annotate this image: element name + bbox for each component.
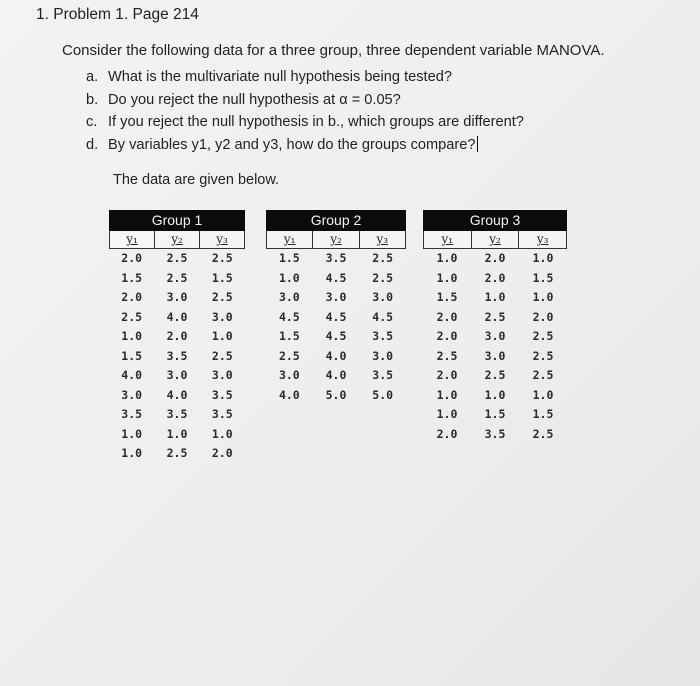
question-letter: d. [86,136,99,153]
table-cell: 2.0 [166,329,188,343]
variable-header-row [109,231,245,249]
table-cell: 2.5 [211,251,233,265]
question-c [86,111,524,134]
table-cell: 2.5 [532,368,554,382]
table-row [109,405,245,425]
table-row [109,347,245,367]
variable-label: y₂ [330,232,342,246]
table-cell: 1.0 [484,387,506,402]
table-cell: 2.0 [532,309,554,324]
table-cell: 1.0 [532,387,554,402]
table-cell: 4.0 [121,368,143,382]
question-text: If you reject the null hypothesis in b., which groups are different? [108,114,524,130]
table-cell: 1.0 [121,426,143,441]
table-cell: 5.0 [372,387,394,402]
table-row [109,327,245,347]
table-cell: 3.5 [166,348,188,363]
table-cell: 1.0 [121,329,143,343]
table-row [423,288,567,308]
table-cell: 3.0 [484,329,506,343]
table-cell: 3.5 [372,368,394,382]
table-cell: 1.0 [121,446,143,460]
table-cell: 1.5 [436,290,458,304]
table-cell: 4.0 [166,309,188,324]
table-row [109,269,245,289]
table-cell: 1.5 [532,270,554,285]
table-cell: 1.0 [436,270,458,285]
table-cell: 1.0 [484,290,506,304]
table-cell: 1.0 [278,270,300,285]
table-row [266,308,406,328]
table-cell: 3.0 [372,348,394,363]
table-cell: 1.5 [484,407,506,421]
variable-header [472,231,520,248]
variable-header [155,231,200,248]
table-cell: 4.5 [278,309,300,324]
table-cell: 4.5 [325,309,347,324]
table-cell: 1.5 [532,407,554,421]
table-cell: 3.5 [166,407,188,421]
table-cell: 2.0 [121,290,143,304]
table-cell: 2.0 [121,251,143,265]
text-cursor [477,136,478,152]
table-cell: 1.0 [211,426,233,441]
variable-label: y₂ [489,232,501,246]
table-cell: 3.0 [278,368,300,382]
table-cell: 1.5 [211,270,233,285]
table-row [423,366,567,386]
variable-label: y₁ [126,232,138,246]
table-cell: 2.5 [484,309,506,324]
group-2-table [266,210,406,405]
table-row [109,288,245,308]
table-cell: 2.0 [436,329,458,343]
table-cell: 2.5 [121,309,143,324]
variable-header [267,231,313,248]
question-letter: c. [86,114,98,130]
question-text[interactable]: By variables y1, y2 and y3, how do the groups compare? [108,136,476,153]
variable-header [424,231,472,248]
variable-header [519,231,566,248]
table-cell: 1.5 [278,251,300,265]
table-cell: 4.5 [325,270,347,285]
table-cell: 1.5 [121,348,143,363]
table-row [266,269,406,289]
table-row [266,288,406,308]
question-list [86,66,524,156]
variable-label: y₃ [376,232,389,246]
table-row [109,425,245,445]
question-letter: a. [86,69,99,85]
table-cell: 3.5 [484,426,506,441]
group-header: Group 3 [423,210,567,231]
table-cell: 2.5 [166,446,188,460]
table-cell: 2.0 [484,270,506,285]
table-row [423,269,567,289]
table-cell: 3.0 [211,309,233,324]
question-letter: b. [86,91,99,108]
table-row [266,366,406,386]
table-row [266,249,406,269]
table-row [423,425,567,445]
table-cell: 4.5 [325,329,347,343]
table-cell: 3.0 [121,387,143,402]
table-row [109,444,245,464]
variable-label: y₁ [283,232,296,246]
table-cell: 3.5 [121,407,143,421]
table-row [423,347,567,367]
table-cell: 2.5 [278,348,300,363]
table-cell: 3.5 [325,251,347,265]
table-cell: 1.5 [121,270,143,285]
question-text: Do you reject the null hypothesis at α = 0.05? [108,91,401,108]
table-cell: 2.0 [484,251,506,265]
table-cell: 3.5 [211,407,233,421]
table-cell: 4.0 [166,387,188,402]
table-row [109,249,245,269]
table-row [266,347,406,367]
variable-label: y₃ [216,232,228,246]
question-d[interactable] [86,134,524,157]
table-cell: 1.0 [436,407,458,421]
table-cell: 2.5 [166,270,188,285]
table-row [423,405,567,425]
table-row [266,327,406,347]
table-cell: 2.5 [211,290,233,304]
table-cell: 3.5 [211,387,233,402]
variable-label: y₁ [441,232,454,246]
table-row [109,308,245,328]
table-cell: 1.5 [278,329,300,343]
table-cell: 2.0 [211,446,233,460]
table-row [266,386,406,406]
table-cell: 3.0 [166,368,188,382]
table-cell: 2.5 [372,251,394,265]
table-cell: 3.0 [372,290,394,304]
group-header: Group 1 [109,210,245,231]
table-row [423,308,567,328]
variable-header [200,231,244,248]
table-row [423,327,567,347]
table-cell: 2.5 [211,348,233,363]
table-cell: 2.5 [436,348,458,363]
table-cell: 2.0 [436,426,458,441]
question-b [86,89,524,112]
table-cell: 3.0 [325,290,347,304]
table-cell: 4.0 [325,368,347,382]
table-cell: 3.0 [211,368,233,382]
table-cell: 1.0 [436,387,458,402]
table-cell: 5.0 [325,387,347,402]
table-cell: 2.5 [532,348,554,363]
group-3-table [423,210,567,444]
table-cell: 1.0 [532,290,554,304]
table-row [423,249,567,269]
variable-header-row [423,231,567,249]
variable-label: y₂ [171,232,183,246]
question-a [86,66,524,89]
table-cell: 3.0 [484,348,506,363]
table-cell: 2.5 [484,368,506,382]
group-1-table [109,210,245,464]
problem-title: 1. Problem 1. Page 214 [36,6,199,23]
variable-header-row [266,231,406,249]
table-cell: 3.0 [166,290,188,304]
table-cell: 1.0 [436,251,458,265]
variable-header [110,231,155,248]
question-text: What is the multivariate null hypothesis being tested? [108,69,452,85]
variable-header [360,231,405,248]
problem-intro: Consider the following data for a three group, three dependent variable MANOVA. [62,42,605,59]
table-row [423,386,567,406]
table-cell: 4.0 [325,348,347,363]
table-cell: 2.5 [532,329,554,343]
table-cell: 3.0 [278,290,300,304]
variable-header [313,231,359,248]
table-cell: 4.0 [278,387,300,402]
table-cell: 3.5 [372,329,394,343]
table-cell: 1.0 [532,251,554,265]
data-intro: The data are given below. [113,172,280,188]
table-cell: 2.0 [436,309,458,324]
table-cell: 2.0 [436,368,458,382]
table-cell: 1.0 [166,426,188,441]
table-row [109,386,245,406]
table-row [109,366,245,386]
table-cell: 1.0 [211,329,233,343]
variable-label: y₃ [536,232,549,246]
table-cell: 2.5 [372,270,394,285]
group-header: Group 2 [266,210,406,231]
table-cell: 2.5 [532,426,554,441]
table-cell: 4.5 [372,309,394,324]
table-cell: 2.5 [166,251,188,265]
